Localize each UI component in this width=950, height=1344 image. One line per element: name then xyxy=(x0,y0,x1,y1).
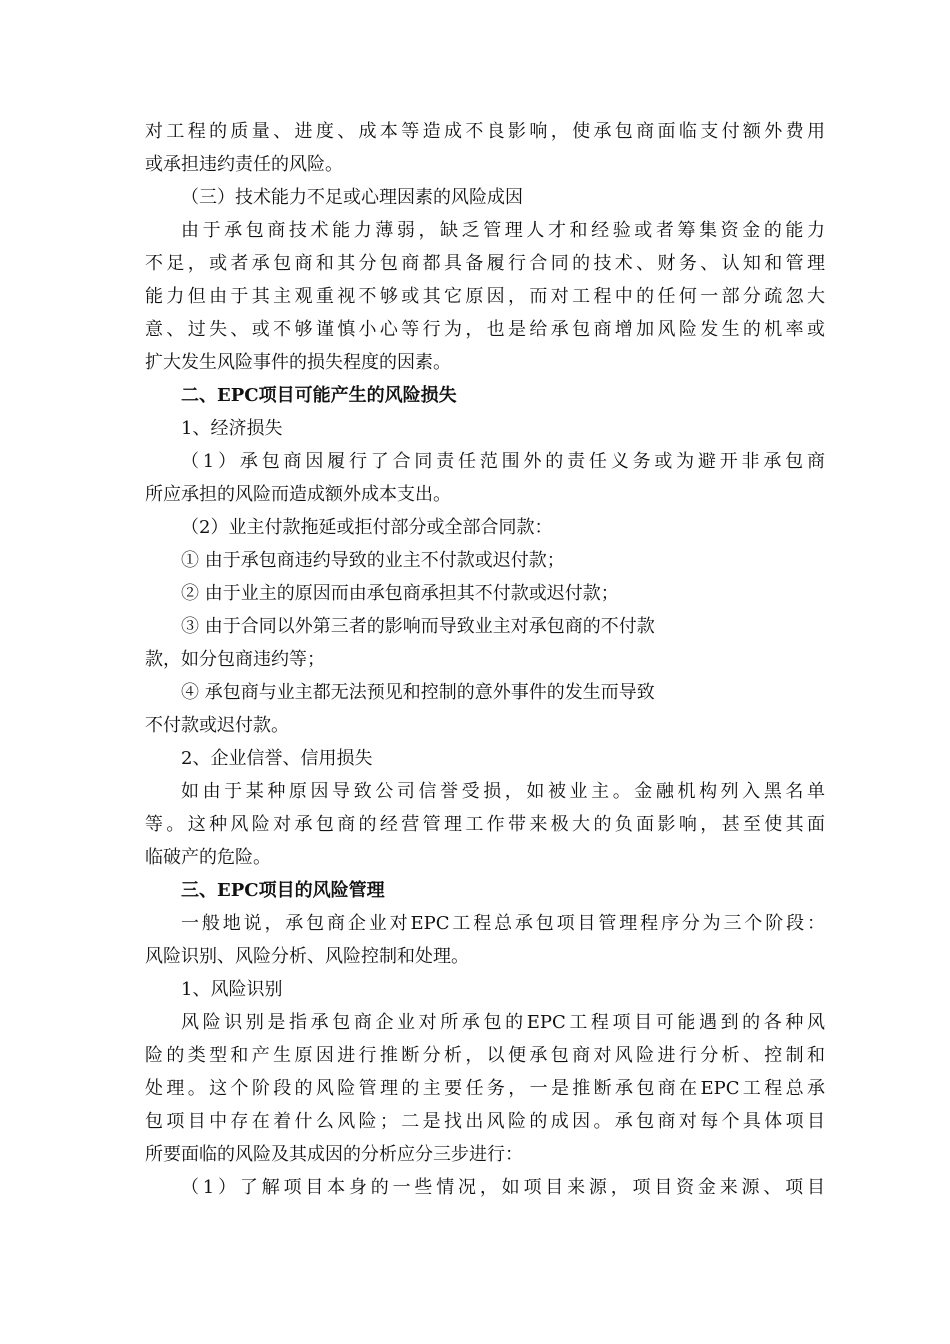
subheading-economic-loss: 1、经济损失 xyxy=(181,418,283,439)
paragraph-line-4: 由于承包商技术能力薄弱，缺乏管理人才和经验或者筹集资金的能力 xyxy=(181,220,825,241)
paragraph-line-8: 扩大发生风险事件的损失程度的因素。 xyxy=(145,352,451,373)
paragraph-line-31: 包项目中存在着什么风险；二是找出风险的成因。承包商对每个具体项目 xyxy=(145,1111,825,1132)
paragraph-line-6: 能力但由于其主观重视不够或其它原因，而对工程中的任何一部分疏忽大 xyxy=(145,286,825,307)
paragraph-line-21: 如由于某种原因导致公司信誉受损，如被业主。金融机构列入黑名单 xyxy=(181,781,825,802)
list-item-3-continued: 款，如分包商违约等； xyxy=(145,649,325,670)
section-heading-2: 二、EPC项目可能产生的风险损失 xyxy=(181,385,457,406)
paragraph-line-2: 或承担违约责任的风险。 xyxy=(145,154,343,175)
list-item-2: ② 由于业主的原因而由承包商承担其不付款或迟付款； xyxy=(181,583,619,604)
paragraph-line-1: 对工程的质量、进度、成本等造成不良影响，使承包商面临支付额外费用 xyxy=(145,121,825,142)
paragraph-line-22: 等。这种风险对承包商的经营管理工作带来极大的负面影响，甚至使其面 xyxy=(145,814,825,835)
paragraph-line-30: 处理。这个阶段的风险管理的主要任务，一是推断承包商在EPC工程总承 xyxy=(145,1078,825,1099)
paragraph-line-26: 风险识别、风险分析、风险控制和处理。 xyxy=(145,946,469,967)
list-item-4: ④ 承包商与业主都无法预见和控制的意外事件的发生而导致 xyxy=(181,682,655,703)
section-heading-3: 三、EPC项目的风险管理 xyxy=(181,880,385,901)
paragraph-line-25: 一般地说，承包商企业对EPC工程总承包项目管理程序分为三个阶段： xyxy=(181,913,825,934)
paragraph-line-5: 不足，或者承包商和其分包商都具备履行合同的技术、财务、认知和管理 xyxy=(145,253,825,274)
paragraph-line-32: 所要面临的风险及其成因的分析应分三步进行： xyxy=(145,1144,523,1165)
subheading-reputation-loss: 2、企业信誉、信用损失 xyxy=(181,748,373,769)
list-item-1: ① 由于承包商违约导致的业主不付款或迟付款； xyxy=(181,550,565,571)
subheading-risk-identification: 1、风险识别 xyxy=(181,979,283,1000)
paragraph-line-28: 风险识别是指承包商企业对所承包的EPC工程项目可能遇到的各种风 xyxy=(181,1012,825,1033)
paragraph-line-29: 险的类型和产生原因进行推断分析，以便承包商对风险进行分析、控制和 xyxy=(145,1045,825,1066)
paragraph-line-33: （1）了解项目本身的一些情况，如项目来源，项目资金来源、项目 xyxy=(181,1177,825,1198)
paragraph-line-12: 所应承担的风险而造成额外成本支出。 xyxy=(145,484,451,505)
section-subheading-3: （三）技术能力不足或心理因素的风险成因 xyxy=(181,187,523,208)
paragraph-line-11: （1）承包商因履行了合同责任范围外的责任义务或为避开非承包商 xyxy=(181,451,825,472)
paragraph-line-23: 临破产的危险。 xyxy=(145,847,271,868)
paragraph-line-7: 意、过失、或不够谨慎小心等行为，也是给承包商增加风险发生的机率或 xyxy=(145,319,825,340)
list-item-3: ③ 由于合同以外第三者的影响而导致业主对承包商的不付款 xyxy=(181,616,655,637)
list-item-4-continued: 不付款或迟付款。 xyxy=(145,715,289,736)
paragraph-line-13: （2）业主付款拖延或拒付部分或全部合同款： xyxy=(181,517,553,538)
